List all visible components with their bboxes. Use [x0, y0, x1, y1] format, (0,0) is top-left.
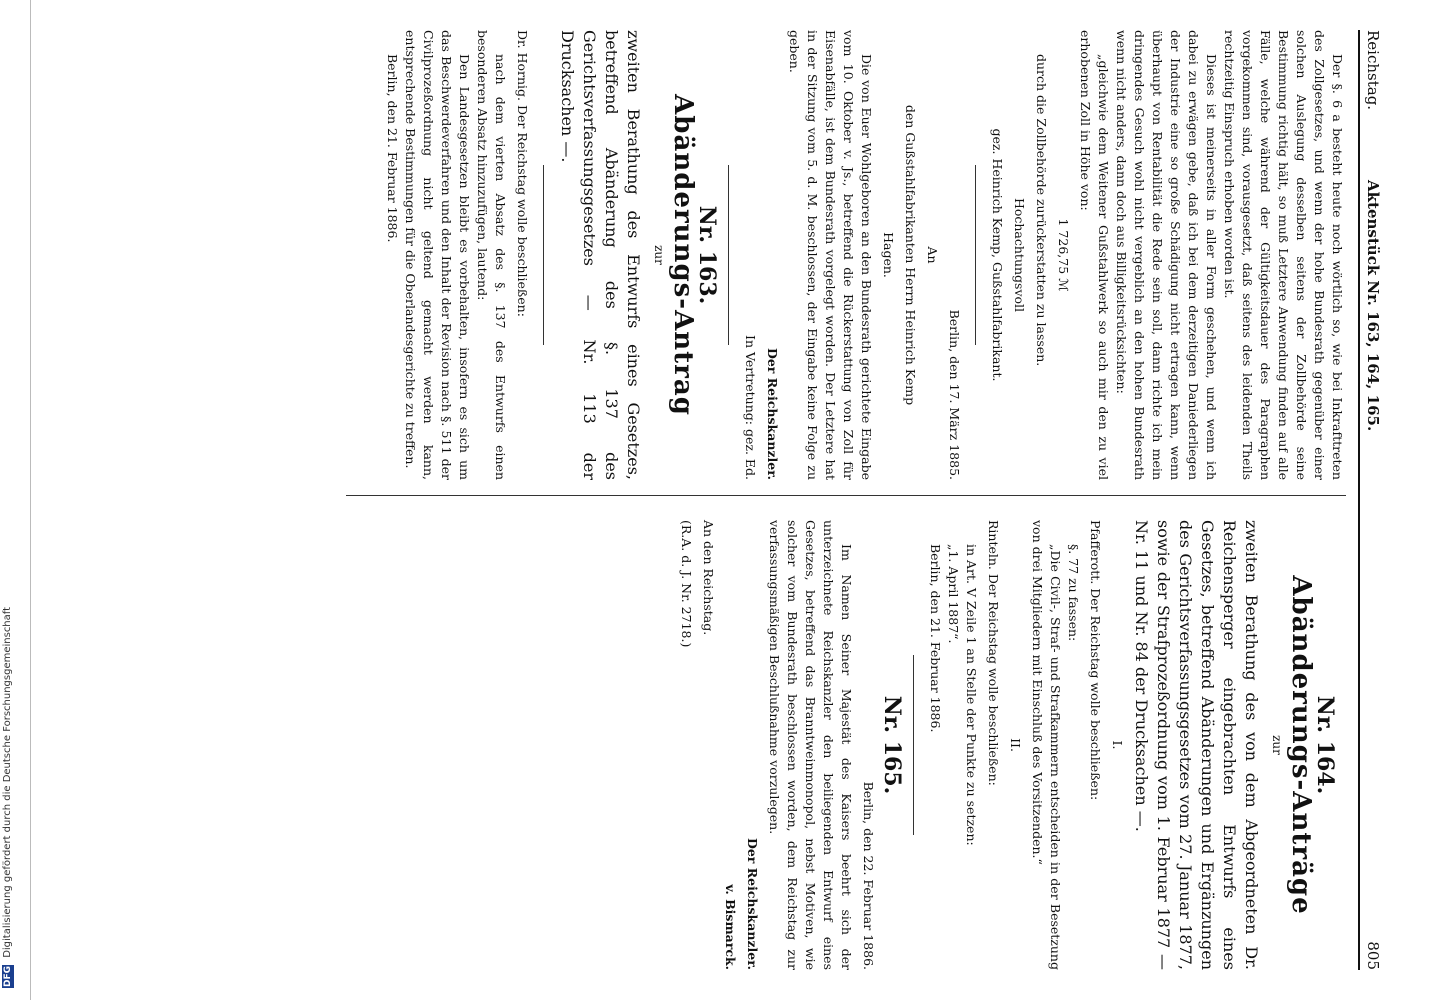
- right-column: [673, 520, 1346, 970]
- paragraph: Dieses ist meinerseits in aller Form geschehen, und wenn ich dabei zu erwägen gebe, daß ich bei dem derzeitigen Daniederliegen der Industrie eine so große Schädigung nicht ertragen kann, wenn überhaupt von Rentabilität die Rede sein soll, dann richte ich mein dringendes Gesuch wohl nicht vergeblich an den hohen Bundesrath wenn nicht anders, dann doch aus Billigkeitsrücksichten:: [1114, 30, 1219, 480]
- divider: [913, 655, 914, 835]
- page-number: 805: [1364, 941, 1382, 970]
- date: Berlin, den 21. Februar 1886.: [385, 54, 400, 243]
- column-divider: [346, 495, 1346, 496]
- divider: [543, 165, 544, 345]
- greeting: Hochachtungsvoll: [1012, 197, 1027, 313]
- document-body: zweiten Berathung des Entwurfs eines Gesetzes, betreffend Abänderung des §. 137 des Gerichtsverfassungsgesetzes — Nr. 113 der Drucksachen —.: [558, 30, 643, 480]
- motion: Pfafferott. Der Reichstag wolle beschließen:: [1088, 520, 1103, 801]
- document-body: zweiten Berathung des von dem Abgeordneten Dr. Reichensperger eingebrachten Entwurfs eines Gesetzes, betreffend Abänderungen und Ergänzungen des Gerichtsverfassungsgesetzes vom 27. Januar 1877, sowie der Strafprozeßordnung vom 1. Februar 1877 — Nr. 11 und Nr. 84 der Drucksachen —.: [1132, 520, 1261, 970]
- quote: „gleichwie dem Weitener Gußstahlwerk so auch mir den zu viel erhobenen Zoll in Höhe von:: [1078, 30, 1111, 480]
- header-left: Reichstag.: [1364, 30, 1382, 111]
- addressee-place: Hagen.: [881, 232, 896, 278]
- sign-title: Der Reichskanzler.: [745, 838, 760, 970]
- sign-title: Der Reichskanzler.: [765, 348, 780, 480]
- motion-text: nach dem vierten Absatz des §. 137 des Entwurfs einen besonderen Absatz hinzuzufügen, lautend:: [475, 30, 508, 480]
- paragraph: Die von Euer Wohlgeboren an den Bundesrath gerichtete Eingabe vom 10. Oktober v. Js., betreffend die Rückerstattung von Zoll für Eisenabfälle, ist dem Bundesrath vorgelegt worden. Der Letztere hat in der Sitzung vom 5. d. M. beschlossen, der Eingabe keine Folge zu geben.: [787, 30, 874, 480]
- date: Berlin, den 22. Februar 1886.: [861, 781, 876, 970]
- reference: (R.A. d. J. Nr. 2718.): [679, 520, 694, 648]
- amount: 1 726,75 ℳ: [1056, 218, 1071, 292]
- roman-numeral: II.: [1008, 738, 1023, 752]
- document-page: [30, 0, 1432, 1000]
- place-date: Berlin, den 17. März 1885.: [947, 309, 962, 480]
- motion-text: „Die Civil-, Straf- und Strafkammern entscheiden in der Besetzung von drei Mitgliedern mit Einschluß des Vorsitzenden.“: [1030, 520, 1063, 970]
- zur-label: zur: [1270, 735, 1284, 755]
- document-number: Nr. 163.: [694, 205, 720, 305]
- divider: [975, 165, 976, 345]
- signer: gez. Heinrich Kemp, Gußstahlfabrikant.: [990, 128, 1005, 382]
- sign-name: v. Bismarck.: [723, 884, 738, 970]
- left-column: [383, 30, 1346, 480]
- document-body: Im Namen Seiner Majestät des Kaisers beehrt sich der unterzeichnete Reichskanzler den beiliegenden Entwurf eines Gesetzes, betreffend das Branntweinmonopol, nebst Motiven, wie solcher vom Bundesrath beschlossen worden, dem Reichstag zur verfassungsmäßigen Beschlußnahme vorzulegen.: [767, 520, 854, 970]
- date: Berlin, den 21. Februar 1886.: [928, 544, 943, 733]
- credit-text: Digitalisierung gefördert durch die Deutsche Forschungsgemeinschaft: [2, 606, 13, 958]
- rotated-content: [30, 0, 1432, 1000]
- header-center: Aktenstück Nr. 163, 164, 165.: [1364, 180, 1382, 432]
- document-title: Abänderungs-Anträge: [1286, 575, 1316, 915]
- divider: [728, 165, 729, 345]
- addressee: An den Reichstag.: [701, 520, 716, 636]
- motion-text: „1. April 1887“.: [946, 544, 961, 644]
- addressee: den Gußstahlfabrikanten Herrn Heinrich Kemp: [903, 104, 918, 406]
- motion: Dr. Hornig. Der Reichstag wolle beschließen:: [515, 30, 530, 317]
- document-number: Nr. 164.: [1312, 695, 1338, 795]
- page-header: [1358, 30, 1396, 970]
- roman-numeral: I.: [1110, 740, 1125, 750]
- sidebar-credit: [2, 568, 24, 988]
- paragraph: Der §. 6 a besteht heute noch wörtlich so, wie bei Inkrafttreten des Zollgesetzes, und wenn der hohe Bundesrath gegenüber einer solchen Auslegung desselben seitens der Zollbehörde seine Bestimmung richtig hält, so muß Letztere Anwendung finden auf alle Fälle, welche während der Gültigkeitsdauer des Paragraphen vorgekommen sind, vorausgesetzt, daß seitens des leidenden Theils rechtzeitig Einspruch erhoben worden ist.: [1222, 30, 1345, 480]
- sidebar: [0, 0, 31, 1000]
- motion-text: §. 77 zu fassen:: [1066, 544, 1081, 642]
- sign-name: In Vertretung: gez. Ed.: [743, 335, 758, 480]
- addressee-pre: An: [925, 246, 940, 264]
- motion: Rinteln. Der Reichstag wolle beschließen:: [986, 520, 1001, 786]
- motion-text: Den Landesgesetzen bleibt es vorbehalten, insofern es sich um das Beschwerdeverfahren und den Inhalt der Revision nach §. 511 der Civilprozeßordnung nicht geltend gemacht werden kann, entsprechende Bestimmungen für die Oberlandesgerichte zu treffen.: [403, 30, 472, 480]
- document-title: Abänderungs-Antrag: [668, 94, 698, 416]
- quote-end: durch die Zollbehörde zurückerstatten zu lassen.: [1034, 54, 1049, 367]
- motion-text: in Art. V Zeile 1 an Stelle der Punkte zu setzen:: [964, 544, 979, 846]
- document-number: Nr. 165.: [879, 695, 905, 795]
- dfg-logo: DFG: [3, 965, 13, 987]
- zur-label: zur: [652, 245, 666, 265]
